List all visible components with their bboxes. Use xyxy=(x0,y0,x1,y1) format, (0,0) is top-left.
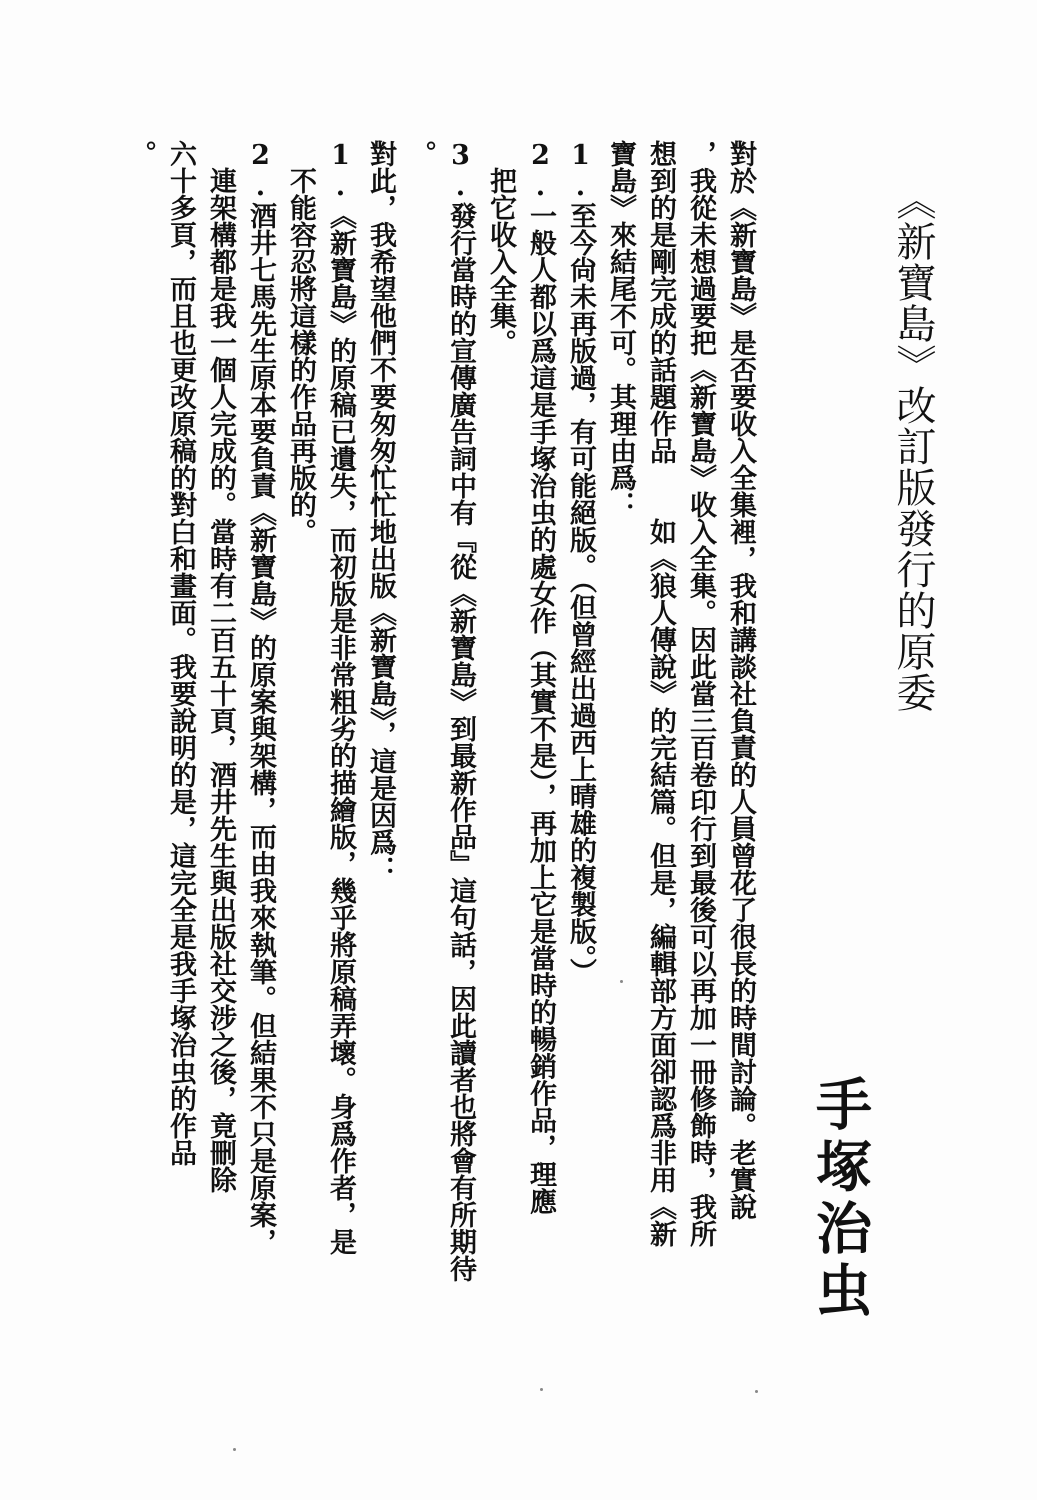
text-line: ，我從未想過要把《新寶島》收入全集。因此當三百卷印行到最後可以再加一冊修飾時，我所 xyxy=(685,140,716,1247)
text-line: 。 xyxy=(125,140,156,167)
text-line: 把它收入全集。 xyxy=(485,140,516,356)
scan-speck xyxy=(620,980,623,983)
text-line: 連架構都是我一個人完成的。當時有二百五十頁，酒井先生與出版社交涉之後，竟刪除 xyxy=(205,140,236,1193)
page-title: 《新寶島》改訂版發行的原委 xyxy=(890,180,936,713)
text-line: 不能容忍將這樣的作品再版的。 xyxy=(285,140,316,545)
text-line: 六十多頁，而且也更改原稿的對白和畫面。我要說明的是，這完全是我手塚治虫的作品 xyxy=(165,140,196,1166)
list-item: 2.酒井七馬先生原本要負責《新寶島》的原案與架構，而由我來執筆。但結果不只是原案， xyxy=(245,140,276,1255)
list-item: 1.至今尙未再版過，有可能絕版。（但曾經出過西上晴雄的複製版。） xyxy=(565,140,596,985)
text-line: 。 xyxy=(405,140,436,167)
scan-speck xyxy=(755,1390,758,1393)
author-name: 手塚治虫 xyxy=(807,1075,873,1323)
list-item: 3.發行當時的宣傳廣告詞中有『從《新寶島》到最新作品』這句話，因此讀者也將會有所期待 xyxy=(445,140,476,1282)
list-item: 1.《新寶島》的原稿已遺失，而初版是非常粗劣的描繪版，幾乎將原稿弄壞。身爲作者，是 xyxy=(325,140,356,1255)
text-line: 寶島》來結尾不可。其理由爲： xyxy=(605,140,636,518)
text-line: 對於《新寶島》是否要收入全集裡，我和講談社負責的人員曾花了很長的時間討論。老實說 xyxy=(725,140,756,1220)
scan-speck xyxy=(233,1448,236,1451)
body-text xyxy=(125,140,760,1310)
text-line: 想到的是剛完成的話題作品 如《狼人傳說》的完結篇。但是，編輯部方面卻認爲非用《新 xyxy=(645,140,676,1247)
list-item: 2.一般人都以爲這是手塚治虫的處女作（其實不是），再加上它是當時的暢銷作品，理應 xyxy=(525,140,556,1215)
text-line: 對此，我希望他們不要匆匆忙忙地出版《新寶島》，這是因爲： xyxy=(365,140,396,883)
scan-speck xyxy=(540,1388,543,1391)
